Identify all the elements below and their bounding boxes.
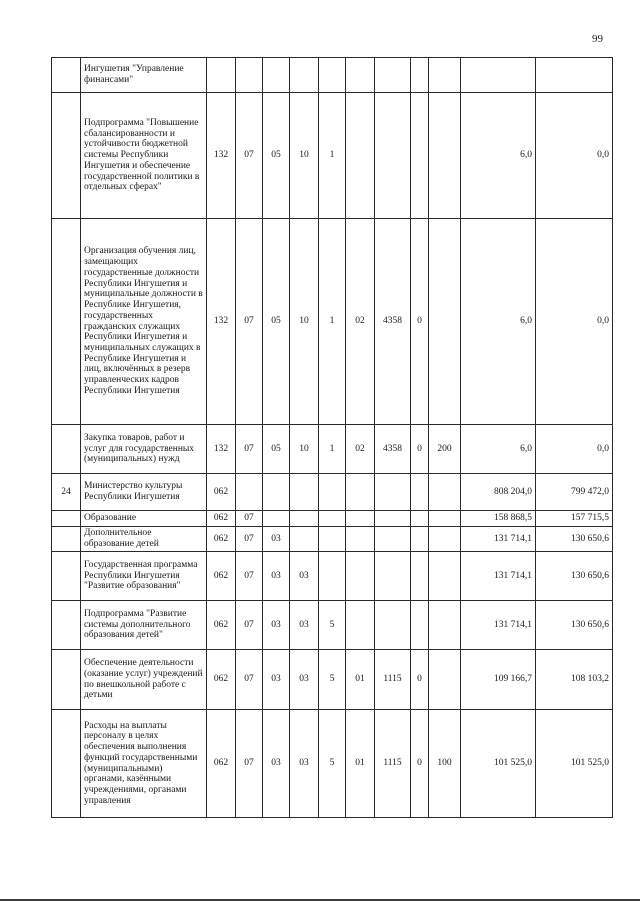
program-code-cell: 10 xyxy=(290,425,319,474)
expense-type-cell xyxy=(429,219,461,425)
row-name-cell: Обеспечение деятельности (оказание услуг) учреждений по внешкольной работе с детьми xyxy=(81,650,207,710)
event-code-cell: 01 xyxy=(346,650,375,710)
direction-code-cell: 1115 xyxy=(375,650,411,710)
section-code-cell: 07 xyxy=(236,601,263,650)
direction-suffix-cell: 0 xyxy=(411,710,429,818)
direction-suffix-cell: 0 xyxy=(411,425,429,474)
subsection-code-cell xyxy=(263,511,290,527)
row-name-cell: Расходы на выплаты персоналу в целях обеспечения выполнения функций государственными (муниципальными) органами, казёнными учреждениями, органами управления xyxy=(81,710,207,818)
expense-type-cell xyxy=(429,552,461,601)
direction-code-cell xyxy=(375,601,411,650)
amount-year2-cell: 130 650,6 xyxy=(536,601,613,650)
program-code-cell: 03 xyxy=(290,552,319,601)
table-row xyxy=(52,58,613,93)
direction-code-cell: 4358 xyxy=(375,425,411,474)
subsection-code-cell: 03 xyxy=(263,601,290,650)
section-code-cell xyxy=(236,474,263,511)
program-code-cell xyxy=(290,527,319,552)
section-code-cell: 07 xyxy=(236,219,263,425)
amount-year2-cell: 0,0 xyxy=(536,93,613,219)
expense-type-cell xyxy=(429,474,461,511)
row-name-cell: Подпрограмма "Повышение сбалансированности и устойчивости бюджетной системы Республики Ингушетия и обеспечение государственной политики в отдельных сферах" xyxy=(81,93,207,219)
budget-table xyxy=(51,57,613,818)
section-code-cell: 07 xyxy=(236,93,263,219)
expense-type-cell: 200 xyxy=(429,425,461,474)
subprogram-code-cell: 5 xyxy=(319,650,346,710)
subprogram-code-cell xyxy=(319,474,346,511)
program-code-cell xyxy=(290,474,319,511)
section-code-cell: 07 xyxy=(236,511,263,527)
section-code-cell: 07 xyxy=(236,710,263,818)
row-name-cell: Дополнительное образование детей xyxy=(81,527,207,552)
direction-code-cell xyxy=(375,552,411,601)
grbs-code-cell: 132 xyxy=(207,425,236,474)
table-row xyxy=(52,710,613,818)
page-footer-line xyxy=(0,899,640,901)
subprogram-code-cell: 1 xyxy=(319,425,346,474)
amount-year2-cell: 108 103,2 xyxy=(536,650,613,710)
table-row xyxy=(52,425,613,474)
grbs-code-cell xyxy=(207,58,236,93)
table-row xyxy=(52,552,613,601)
subprogram-code-cell: 5 xyxy=(319,710,346,818)
program-code-cell: 03 xyxy=(290,710,319,818)
row-number-cell: 24 xyxy=(52,474,81,511)
page-number: 99 xyxy=(592,33,603,45)
subprogram-code-cell: 1 xyxy=(319,93,346,219)
direction-suffix-cell xyxy=(411,552,429,601)
direction-code-cell xyxy=(375,474,411,511)
program-code-cell: 03 xyxy=(290,601,319,650)
section-code-cell: 07 xyxy=(236,527,263,552)
grbs-code-cell: 132 xyxy=(207,93,236,219)
subprogram-code-cell xyxy=(319,58,346,93)
event-code-cell: 01 xyxy=(346,710,375,818)
amount-year2-cell: 101 525,0 xyxy=(536,710,613,818)
direction-suffix-cell xyxy=(411,93,429,219)
direction-suffix-cell xyxy=(411,58,429,93)
subsection-code-cell: 03 xyxy=(263,650,290,710)
event-code-cell xyxy=(346,93,375,219)
subprogram-code-cell xyxy=(319,527,346,552)
direction-code-cell xyxy=(375,511,411,527)
subsection-code-cell: 03 xyxy=(263,527,290,552)
subsection-code-cell xyxy=(263,58,290,93)
expense-type-cell xyxy=(429,527,461,552)
table-row xyxy=(52,527,613,552)
grbs-code-cell: 062 xyxy=(207,511,236,527)
row-name-cell: Ингушетия "Управление финансами" xyxy=(81,58,207,93)
subprogram-code-cell xyxy=(319,511,346,527)
table-row xyxy=(52,511,613,527)
program-code-cell: 10 xyxy=(290,93,319,219)
program-code-cell xyxy=(290,58,319,93)
row-name-cell: Образование xyxy=(81,511,207,527)
expense-type-cell xyxy=(429,511,461,527)
subsection-code-cell: 05 xyxy=(263,425,290,474)
event-code-cell xyxy=(346,527,375,552)
section-code-cell: 07 xyxy=(236,425,263,474)
direction-suffix-cell: 0 xyxy=(411,219,429,425)
grbs-code-cell: 062 xyxy=(207,527,236,552)
row-number-cell xyxy=(52,527,81,552)
section-code-cell: 07 xyxy=(236,650,263,710)
table-row xyxy=(52,601,613,650)
direction-code-cell: 1115 xyxy=(375,710,411,818)
program-code-cell: 03 xyxy=(290,650,319,710)
row-number-cell xyxy=(52,58,81,93)
direction-code-cell xyxy=(375,58,411,93)
row-number-cell xyxy=(52,710,81,818)
direction-code-cell xyxy=(375,527,411,552)
expense-type-cell xyxy=(429,601,461,650)
grbs-code-cell: 062 xyxy=(207,650,236,710)
amount-year1-cell: 131 714,1 xyxy=(461,601,536,650)
amount-year1-cell xyxy=(461,58,536,93)
row-number-cell xyxy=(52,219,81,425)
grbs-code-cell: 062 xyxy=(207,552,236,601)
row-name-cell: Организация обучения лиц, замещающих государственные должности Республики Ингушетия и муниципальные должности в Республике Ингушетия, государственных гражданских служащих Республики Ингушетия и муниципальных служащих в Республике Ингушетия и лиц, включённых в резерв управленческих кадров Республики Ингушетия xyxy=(81,219,207,425)
amount-year2-cell: 157 715,5 xyxy=(536,511,613,527)
section-code-cell: 07 xyxy=(236,552,263,601)
amount-year2-cell: 0,0 xyxy=(536,219,613,425)
table-row xyxy=(52,474,613,511)
amount-year1-cell: 131 714,1 xyxy=(461,527,536,552)
program-code-cell xyxy=(290,511,319,527)
subprogram-code-cell: 1 xyxy=(319,219,346,425)
amount-year1-cell: 808 204,0 xyxy=(461,474,536,511)
amount-year1-cell: 158 868,5 xyxy=(461,511,536,527)
amount-year1-cell: 6,0 xyxy=(461,425,536,474)
subprogram-code-cell xyxy=(319,552,346,601)
amount-year2-cell: 799 472,0 xyxy=(536,474,613,511)
event-code-cell: 02 xyxy=(346,219,375,425)
direction-code-cell xyxy=(375,93,411,219)
row-name-cell: Подпрограмма "Развитие системы дополнительного образования детей" xyxy=(81,601,207,650)
amount-year1-cell: 6,0 xyxy=(461,93,536,219)
event-code-cell xyxy=(346,601,375,650)
row-name-cell: Государственная программа Республики Ингушетия "Развитие образования" xyxy=(81,552,207,601)
table-row xyxy=(52,650,613,710)
row-number-cell xyxy=(52,425,81,474)
row-number-cell xyxy=(52,650,81,710)
table-row xyxy=(52,93,613,219)
direction-code-cell: 4358 xyxy=(375,219,411,425)
grbs-code-cell: 062 xyxy=(207,474,236,511)
amount-year1-cell: 109 166,7 xyxy=(461,650,536,710)
row-number-cell xyxy=(52,552,81,601)
amount-year1-cell: 101 525,0 xyxy=(461,710,536,818)
expense-type-cell: 100 xyxy=(429,710,461,818)
section-code-cell xyxy=(236,58,263,93)
direction-suffix-cell xyxy=(411,527,429,552)
event-code-cell xyxy=(346,58,375,93)
direction-suffix-cell xyxy=(411,474,429,511)
amount-year2-cell xyxy=(536,58,613,93)
row-name-cell: Закупка товаров, работ и услуг для государственных (муниципальных) нужд xyxy=(81,425,207,474)
row-number-cell xyxy=(52,93,81,219)
row-number-cell xyxy=(52,601,81,650)
grbs-code-cell: 132 xyxy=(207,219,236,425)
table-row xyxy=(52,219,613,425)
expense-type-cell xyxy=(429,650,461,710)
subsection-code-cell: 05 xyxy=(263,219,290,425)
subsection-code-cell: 03 xyxy=(263,710,290,818)
event-code-cell xyxy=(346,474,375,511)
event-code-cell xyxy=(346,511,375,527)
amount-year2-cell: 0,0 xyxy=(536,425,613,474)
amount-year2-cell: 130 650,6 xyxy=(536,552,613,601)
subsection-code-cell: 05 xyxy=(263,93,290,219)
expense-type-cell xyxy=(429,58,461,93)
subsection-code-cell: 03 xyxy=(263,552,290,601)
row-number-cell xyxy=(52,511,81,527)
event-code-cell: 02 xyxy=(346,425,375,474)
row-name-cell: Министерство культуры Республики Ингушетия xyxy=(81,474,207,511)
grbs-code-cell: 062 xyxy=(207,710,236,818)
subprogram-code-cell: 5 xyxy=(319,601,346,650)
amount-year2-cell: 130 650,6 xyxy=(536,527,613,552)
program-code-cell: 10 xyxy=(290,219,319,425)
amount-year1-cell: 6,0 xyxy=(461,219,536,425)
event-code-cell xyxy=(346,552,375,601)
amount-year1-cell: 131 714,1 xyxy=(461,552,536,601)
subsection-code-cell xyxy=(263,474,290,511)
direction-suffix-cell: 0 xyxy=(411,650,429,710)
direction-suffix-cell xyxy=(411,511,429,527)
direction-suffix-cell xyxy=(411,601,429,650)
expense-type-cell xyxy=(429,93,461,219)
grbs-code-cell: 062 xyxy=(207,601,236,650)
